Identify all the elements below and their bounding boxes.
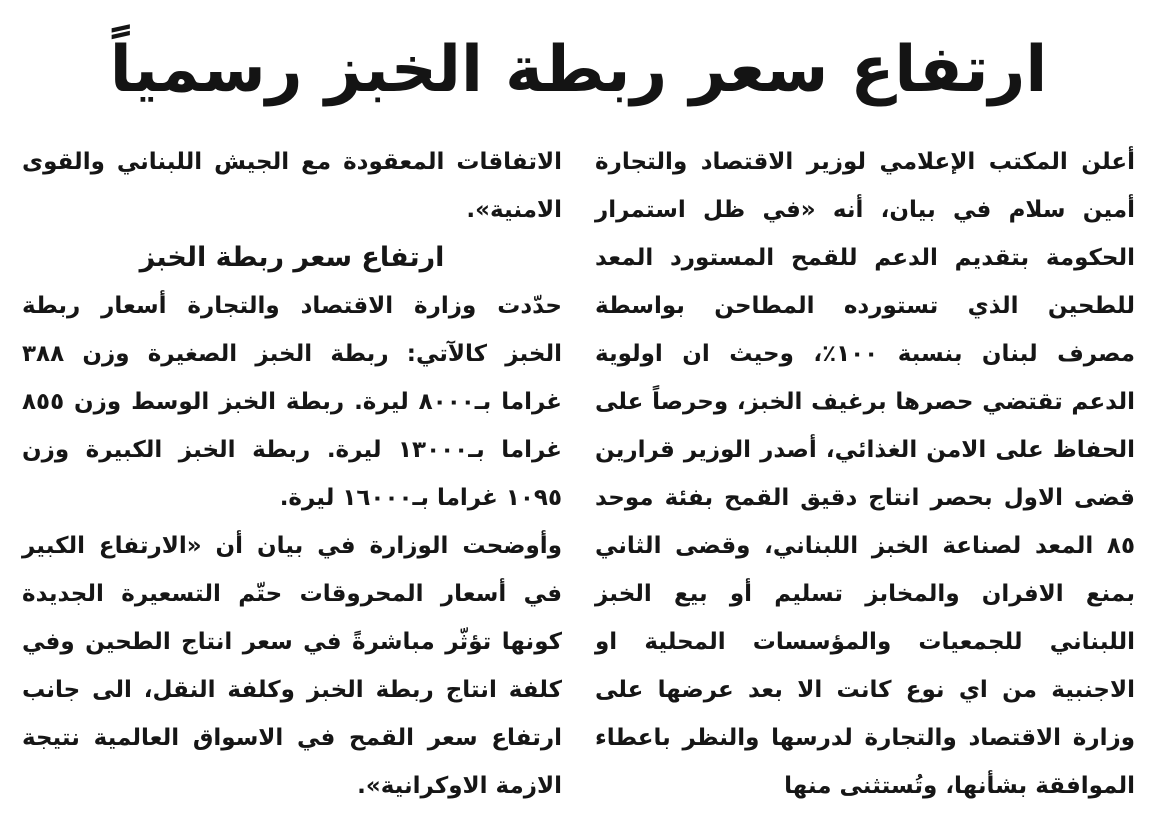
article-column-right: [595, 138, 1135, 810]
article-column-left: [22, 138, 562, 810]
article-paragraph-prices: حدّدت وزارة الاقتصاد والتجارة أسعار ربطة الخبز كالآتي: ربطة الخبز الصغيرة وزن ٣٨٨ غراما بـ٨٠٠٠ ليرة. ربطة الخبز الوسط وزن ٨٥٥ غراما بـ١٣٠٠٠ ليرة. ربطة الخبز الكبيرة وزن ١٠٩٥ غراما بـ١٦٠٠٠ ليرة.: [22, 293, 562, 511]
article-subheading: ارتفاع سعر ربطة الخبز: [139, 242, 445, 273]
article-paragraph-explanation: وأوضحت الوزارة في بيان أن «الارتفاع الكبير في أسعار المحروقات حتّم التسعيرة الجديدة كونها تؤثّر مباشرةً في سعر انتاج الطحين وفي كلفة انتاج ربطة الخبز وكلفة النقل، الى جانب ارتفاع سعر القمح في الاسواق العالمية نتيجة الازمة الاوكرانية».: [22, 533, 562, 799]
article-paragraph-continued: الاتفاقات المعقودة مع الجيش اللبناني والقوى الامنية».: [22, 149, 562, 223]
article-paragraph: أعلن المكتب الإعلامي لوزير الاقتصاد والتجارة أمين سلام في بيان، أنه «في ظل استمرار الحكومة بتقديم الدعم للقمح المستورد المعد للطحين الذي تستورده المطاحن بواسطة مصرف لبنان بنسبة ١٠٠٪، وحيث ان اولوية الدعم تقتضي حصرها برغيف الخبز، وحرصاً على الحفاظ على الامن الغذائي، أصدر الوزير قرارين قضى الاول بحصر انتاج دقيق القمح بفئة موحد ٨٥ المعد لصناعة الخبز اللبناني، وقضى الثاني بمنع الافران والمخابز تسليم أو بيع الخبز اللبناني للجمعيات والمؤسسات المحلية او الاجنبية من اي نوع كانت الا بعد عرضها على وزارة الاقتصاد والتجارة لدرسها والنظر باعطاء الموافقة بشأنها، وتُستثنى منها: [595, 149, 1135, 799]
article-headline: ارتفاع سعر ربطة الخبز رسمياً: [109, 33, 1048, 107]
